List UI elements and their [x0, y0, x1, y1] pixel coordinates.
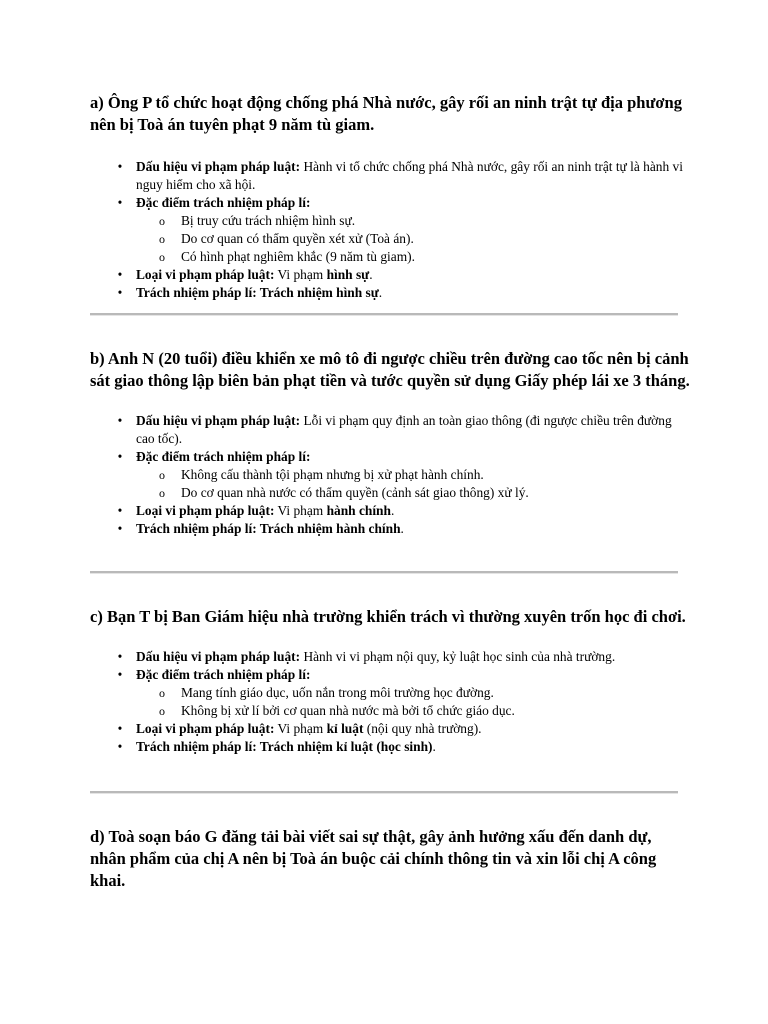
- bullet-icon: •: [117, 521, 123, 536]
- list-item-features: [90, 448, 690, 502]
- type-suffix: .: [390, 503, 395, 518]
- type-value: hình sự: [326, 267, 370, 282]
- features-label: Đặc điểm trách nhiệm pháp lí:: [136, 195, 311, 210]
- type-prefix: Vi phạm: [274, 721, 327, 736]
- list-item-responsibility: [90, 284, 690, 302]
- bullet-icon: •: [117, 739, 123, 754]
- sub-list-item: [90, 484, 690, 502]
- bullet-icon: •: [117, 449, 123, 464]
- section-c: [90, 606, 690, 756]
- sub-bullet-icon: o: [159, 232, 165, 246]
- bullet-icon: •: [117, 721, 123, 736]
- type-suffix: (nội quy nhà trường).: [363, 721, 482, 736]
- feature-text: Có hình phạt nghiêm khắc (9 năm tù giam).: [181, 249, 415, 264]
- section-c-title: c) Bạn T bị Ban Giám hiệu nhà trường khiển trách vì thường xuyên trốn học đi chơi.: [90, 607, 686, 626]
- feature-text: Do cơ quan nhà nước có thẩm quyền (cảnh sát giao thông) xử lý.: [181, 485, 529, 500]
- sub-list-item: [90, 212, 690, 230]
- sign-text: Lỗi vi phạm quy định an toàn giao thông (đi ngược chiều trên đường cao tốc).: [136, 413, 672, 446]
- feature-text: Mang tính giáo dục, uốn nắn trong môi trường học đường.: [181, 685, 494, 700]
- feature-text: Không bị xử lí bởi cơ quan nhà nước mà bởi tổ chức giáo dục.: [181, 703, 515, 718]
- features-label: Đặc điểm trách nhiệm pháp lí:: [136, 449, 311, 464]
- section-b: [90, 348, 690, 538]
- section-a-title: a) Ông P tổ chức hoạt động chống phá Nhà nước, gây rối an ninh trật tự địa phương nên bị Toà án tuyên phạt 9 năm tù giam.: [90, 93, 682, 134]
- section-c-list: [90, 648, 690, 756]
- type-label: Loại vi phạm pháp luật:: [136, 721, 275, 736]
- responsibility-label: Trách nhiệm pháp lí: Trách nhiệm hình sự: [136, 285, 379, 300]
- sub-list-item: [90, 466, 690, 484]
- list-item-sign: [90, 648, 690, 666]
- sub-bullet-icon: o: [159, 704, 165, 718]
- sub-list-item: [90, 248, 690, 266]
- bullet-icon: •: [117, 667, 123, 682]
- sign-label: Dấu hiệu vi phạm pháp luật:: [136, 413, 301, 428]
- sign-text: Hành vi tổ chức chống phá Nhà nước, gây rối an ninh trật tự là hành vi nguy hiểm cho xã hội.: [136, 159, 683, 192]
- features-label: Đặc điểm trách nhiệm pháp lí:: [136, 667, 311, 682]
- type-label: Loại vi phạm pháp luật:: [136, 503, 275, 518]
- sub-bullet-icon: o: [159, 214, 165, 228]
- section-a-list: [90, 158, 690, 302]
- type-value: kỉ luật: [326, 721, 364, 736]
- sub-list-item: [90, 684, 690, 702]
- list-item-sign: [90, 158, 690, 194]
- divider: [90, 313, 678, 316]
- list-item-type: [90, 502, 690, 520]
- bullet-icon: •: [117, 413, 123, 428]
- responsibility-label: Trách nhiệm pháp lí: Trách nhiệm kỉ luật (học sinh): [136, 739, 433, 754]
- list-item-type: [90, 266, 690, 284]
- section-b-list: [90, 412, 690, 538]
- sub-bullet-icon: o: [159, 686, 165, 700]
- sub-list-item: [90, 230, 690, 248]
- bullet-icon: •: [117, 267, 123, 282]
- responsibility-label: Trách nhiệm pháp lí: Trách nhiệm hành chính: [136, 521, 401, 536]
- type-prefix: Vi phạm: [274, 267, 327, 282]
- list-item-responsibility: [90, 738, 690, 756]
- features-sublist: [136, 212, 690, 266]
- responsibility-suffix: .: [432, 739, 436, 754]
- sub-list-item: [90, 702, 690, 720]
- list-item-responsibility: [90, 520, 690, 538]
- list-item-sign: [90, 412, 690, 448]
- section-a: [90, 92, 690, 302]
- sub-bullet-icon: o: [159, 250, 165, 264]
- features-sublist: [136, 684, 690, 720]
- sign-text: Hành vi vi phạm nội quy, kỷ luật học sinh của nhà trường.: [300, 649, 616, 664]
- type-suffix: .: [369, 267, 373, 282]
- list-item-features: [90, 666, 690, 720]
- list-item-features: [90, 194, 690, 266]
- bullet-icon: •: [117, 159, 123, 174]
- section-d-title: d) Toà soạn báo G đăng tải bài viết sai sự thật, gây ảnh hưởng xấu đến danh dự, nhân phẩm của chị A nên bị Toà án buộc cải chính thông tin và xin lỗi chị A công khai.: [90, 827, 657, 890]
- section-b-title: b) Anh N (20 tuổi) điều khiển xe mô tô đi ngược chiều trên đường cao tốc nên bị cảnh sát giao thông lập biên bản phạt tiền và tước quyền sử dụng Giấy phép lái xe 3 tháng.: [90, 349, 690, 390]
- feature-text: Do cơ quan có thẩm quyền xét xử (Toà án).: [181, 231, 414, 246]
- feature-text: Không cấu thành tội phạm nhưng bị xử phạt hành chính.: [181, 467, 484, 482]
- type-label: Loại vi phạm pháp luật:: [136, 267, 275, 282]
- bullet-icon: •: [117, 285, 123, 300]
- divider: [90, 571, 678, 574]
- sign-label: Dấu hiệu vi phạm pháp luật:: [136, 159, 301, 174]
- bullet-icon: •: [117, 195, 123, 210]
- sub-bullet-icon: o: [159, 486, 165, 500]
- section-d: [90, 826, 690, 892]
- type-value: hành chính: [326, 503, 391, 518]
- responsibility-suffix: .: [378, 285, 383, 300]
- bullet-icon: •: [117, 503, 123, 518]
- sign-label: Dấu hiệu vi phạm pháp luật:: [136, 649, 301, 664]
- list-item-type: [90, 720, 690, 738]
- type-prefix: Vi phạm: [274, 503, 327, 518]
- responsibility-suffix: .: [400, 521, 404, 536]
- bullet-icon: •: [117, 649, 123, 664]
- divider: [90, 791, 678, 794]
- features-sublist: [136, 466, 690, 502]
- sub-bullet-icon: o: [159, 468, 165, 482]
- feature-text: Bị truy cứu trách nhiệm hình sự.: [181, 213, 356, 228]
